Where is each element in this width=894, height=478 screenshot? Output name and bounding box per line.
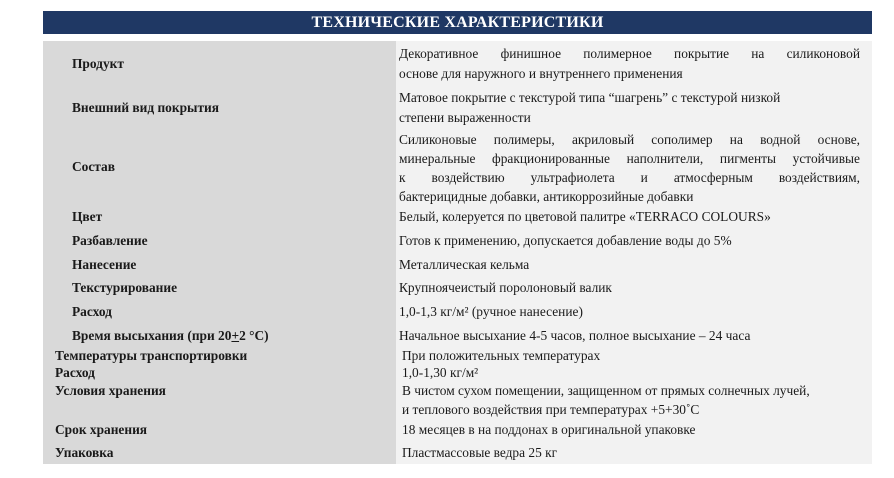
value-text: 18 месяцев в на поддонах в оригинальной упаковке: [402, 422, 696, 437]
row-value: [396, 440, 872, 464]
row-label: Срок хранения: [55, 422, 148, 437]
value-line: бактерицидные добавки, антикоррозийные добавки: [399, 189, 694, 204]
row-label: Упаковка: [55, 445, 114, 460]
value-line: Декоративное финишное полимерное покрытие на силиконовой: [399, 46, 860, 61]
label-number: 2: [239, 328, 246, 343]
row-value: [396, 205, 872, 229]
row-value: [396, 421, 872, 440]
table-row-product: [43, 41, 872, 88]
row-label: Цвет: [72, 209, 103, 224]
row-label: Продукт: [72, 56, 124, 71]
table-row-consumption-2: [43, 365, 872, 382]
row-label: Расход: [72, 304, 112, 319]
value-text: При положительных температурах: [402, 348, 601, 363]
row-label: Условия хранения: [55, 383, 166, 398]
row-label: Нанесение: [72, 257, 137, 272]
table-row-appearance: [43, 87, 872, 130]
value-text: Пластмассовые ведра 25 кг: [402, 445, 558, 460]
value-line: Матовое покрытие с текстурой типа “шагрень” с текстурой низкой: [399, 90, 781, 105]
table-title: ТЕХНИЧЕСКИЕ ХАРАКТЕРИСТИКИ: [43, 11, 872, 34]
value-line: минеральные фракционированные наполнители, пигменты устойчивые: [399, 151, 860, 166]
table-row-storage-conditions: [43, 382, 872, 421]
row-label: Текстурирование: [72, 280, 178, 295]
table-row-dilution: [43, 229, 872, 254]
value-text: Начальное высыхание 4-5 часов, полное высыхание – 24 часа: [399, 328, 751, 343]
value-text: 1,0-1,30 кг/м²: [402, 365, 479, 380]
value-text: 1,0-1,3 кг/м² (ручное нанесение): [399, 304, 583, 319]
label-text: °С): [245, 328, 269, 343]
table-row-consumption: [43, 300, 872, 325]
value-line: основе для наружного и внутреннего применения: [399, 66, 683, 81]
value-text: Белый, колеруется по цветовой палитре «TERRACO COLOURS»: [399, 209, 771, 224]
row-label: [72, 328, 269, 344]
value-text: Металлическая кельма: [399, 257, 530, 272]
row-label: Разбавление: [72, 233, 148, 248]
row-label: Расход: [55, 365, 95, 380]
value-line: В чистом сухом помещении, защищенном от прямых солнечных лучей,: [402, 383, 810, 398]
row-value: [396, 253, 872, 277]
row-value: [396, 365, 872, 382]
row-value: [396, 324, 872, 347]
row-label: Внешний вид покрытия: [72, 100, 220, 115]
row-value: [396, 300, 872, 324]
table-row-drying-time: [43, 324, 872, 348]
row-value: [396, 87, 872, 129]
row-value: [396, 129, 872, 205]
value-line: Силиконовые полимеры, акриловый сополимер на водной основе,: [399, 132, 860, 147]
plus-minus-sign: +: [231, 328, 240, 343]
row-label: Состав: [72, 159, 115, 174]
label-text: Время высыхания (при 20: [72, 328, 232, 343]
row-label: Температуры транспортировки: [55, 348, 248, 363]
table-row-packaging: [43, 440, 872, 464]
table-row-composition: [43, 129, 872, 206]
value-line: к воздействию ультрафиолета и атмосферным воздействиям,: [399, 170, 860, 185]
row-value: [396, 382, 872, 421]
table-row-texturing: [43, 277, 872, 301]
row-value: [396, 277, 872, 300]
table-row-application: [43, 253, 872, 278]
value-text: Готов к применению, допускается добавление воды до 5%: [399, 233, 732, 248]
table-row-color: [43, 205, 872, 230]
table-row-shelf-life: [43, 421, 872, 440]
value-line: степени выраженности: [399, 110, 531, 125]
value-line: и теплового воздействия при температурах +5+30˚С: [402, 402, 700, 417]
row-value: [396, 229, 872, 253]
row-value: [396, 41, 872, 87]
value-text: Крупноячеистый поролоновый валик: [399, 280, 612, 295]
